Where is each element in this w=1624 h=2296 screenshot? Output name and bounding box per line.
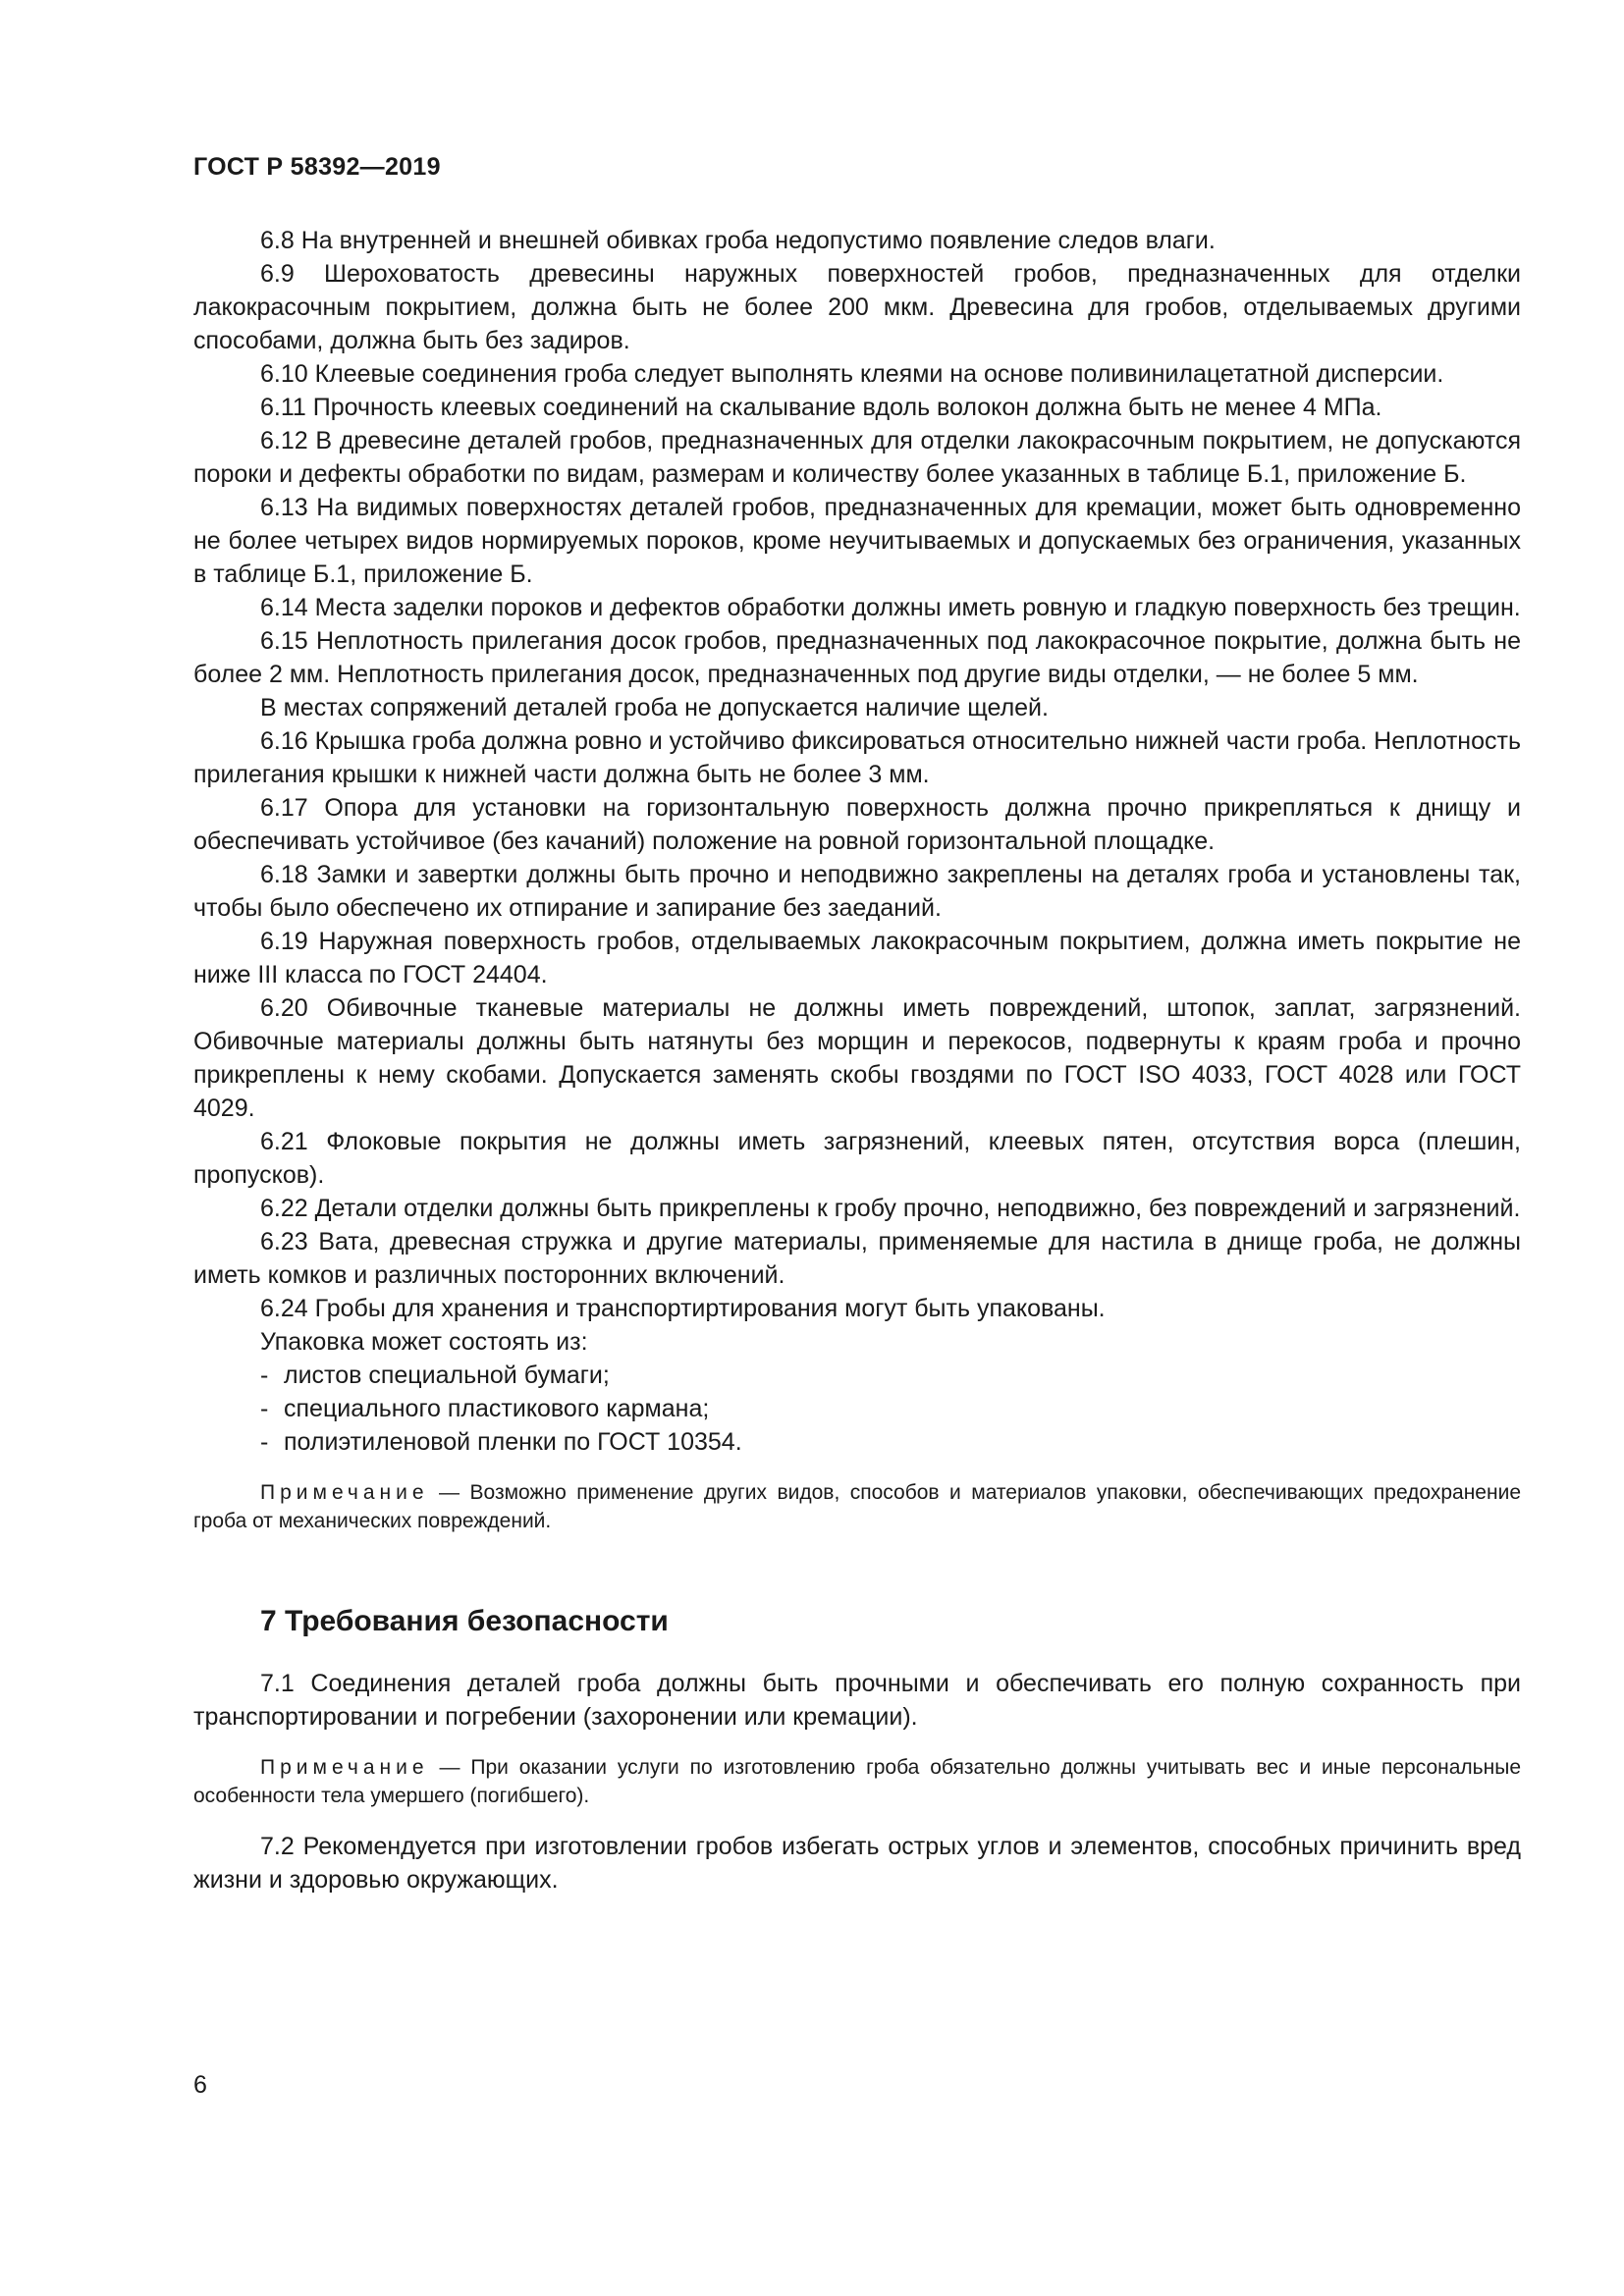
paragraph-6-17: 6.17 Опора для установки на горизонтальную поверхность должна прочно прикрепляться к днищу и обеспечивать устойчивое (без качаний) положение на ровной горизонтальной площадке. — [193, 794, 1521, 855]
paragraph-6-16: 6.16 Крышка гроба должна ровно и устойчиво фиксироваться относительно нижней части гроба. Неплотность прилегания крышки к нижней части должна быть не более 3 мм. — [193, 727, 1521, 788]
document-code-header: ГОСТ Р 58392—2019 — [193, 153, 441, 181]
paragraph-6-19: 6.19 Наружная поверхность гробов, отделываемых лакокрасочным покрытием, должна иметь покрытие не ниже III класса по ГОСТ 24404. — [193, 928, 1521, 988]
page-number: 6 — [193, 2071, 207, 2099]
note-text: — Возможно применение других видов, способов и материалов упаковки, обеспечивающих предохранение гроба от механических повреждений. — [193, 1481, 1521, 1532]
paragraph-6-18: 6.18 Замки и завертки должны быть прочно и неподвижно закреплены на деталях гроба и установлены так, чтобы было обеспечено их отпирание и запирание без заеданий. — [193, 861, 1521, 922]
paragraph-6-22: 6.22 Детали отделки должны быть прикреплены к гробу прочно, неподвижно, без повреждений и загрязнений. — [260, 1195, 1521, 1222]
paragraph-6-21: 6.21 Флоковые покрытия не должны иметь загрязнений, клеевых пятен, отсутствия ворса (плешин, пропусков). — [193, 1128, 1521, 1189]
list-item — [193, 1425, 1521, 1459]
note-label: Примечание — [260, 1756, 429, 1779]
list-item-text: полиэтиленовой пленки по ГОСТ 10354. — [284, 1428, 742, 1456]
paragraph-6-10: 6.10 Клеевые соединения гроба следует выполнять клеями на основе поливинилацетатной дисперсии. — [260, 360, 1444, 388]
paragraph-6-8: 6.8 На внутренней и внешней обивках гроба недопустимо появление следов влаги. — [260, 227, 1216, 254]
paragraph-7-2: 7.2 Рекомендуется при изготовлении гробов избегать острых углов и элементов, способных причинить вред жизни и здоровью окружающих. — [193, 1833, 1521, 1894]
paragraph-7-1: 7.1 Соединения деталей гроба должны быть прочными и обеспечивать его полную сохранность при транспортировании и погребении (захоронении или кремации). — [193, 1670, 1521, 1731]
list-item — [193, 1392, 1521, 1425]
paragraph-6-14: 6.14 Места заделки пороков и дефектов обработки должны иметь ровную и гладкую поверхность без трещин. — [260, 594, 1521, 621]
list-dash: - — [260, 1395, 269, 1422]
note-label: Примечание — [260, 1481, 429, 1504]
paragraph-6-9: 6.9 Шероховатость древесины наружных поверхностей гробов, предназначенных для отделки лакокрасочным покрытием, должна быть не более 200 мкм. Древесина для гробов, отделываемых другими способами, должна быть без задиров. — [193, 260, 1521, 354]
section-7-title: 7 Требования безопасности — [260, 1605, 669, 1637]
paragraph-6-12: 6.12 В древесине деталей гробов, предназначенных для отделки лакокрасочным покрытием, не допускаются пороки и дефекты обработки по видам, размерам и количеству более указанных в таблице Б.1, приложение Б. — [193, 427, 1521, 488]
note-text: — При оказании услуги по изготовлению гроба обязательно должны учитывать вес и иные персональные особенности тела умершего (погибшего). — [193, 1756, 1521, 1807]
paragraph-6-15-gaps: В местах сопряжений деталей гроба не допускается наличие щелей. — [260, 694, 1049, 721]
list-item-text: специального пластикового кармана; — [284, 1395, 710, 1422]
paragraph-6-13: 6.13 На видимых поверхностях деталей гробов, предназначенных для кремации, может быть одновременно не более четырех видов нормируемых пороков, кроме неучитываемых и допускаемых без ограничения, указанных в таблице Б.1, приложение Б. — [193, 494, 1521, 588]
paragraph-6-24: 6.24 Гробы для хранения и транспортиртирования могут быть упакованы. — [260, 1295, 1106, 1322]
paragraph-6-23: 6.23 Вата, древесная стружка и другие материалы, применяемые для настила в днище гроба, не должны иметь комков и различных посторонних включений. — [193, 1228, 1521, 1289]
paragraph-6-15: 6.15 Неплотность прилегания досок гробов, предназначенных под лакокрасочное покрытие, должна быть не более 2 мм. Неплотность прилегания досок, предназначенных под другие виды отделки, — не более 5 мм. — [193, 627, 1521, 688]
list-item-text: листов специальной бумаги; — [284, 1362, 610, 1389]
document-body — [193, 224, 1521, 1896]
list-dash: - — [260, 1428, 269, 1456]
note-section-7 — [193, 1753, 1521, 1810]
paragraph-6-11: 6.11 Прочность клеевых соединений на скалывание вдоль волокон должна быть не менее 4 МПа. — [260, 394, 1382, 421]
paragraph-packaging-intro: Упаковка может состоять из: — [260, 1328, 588, 1356]
note-section-6 — [193, 1478, 1521, 1535]
paragraph-6-20: 6.20 Обивочные тканевые материалы не должны иметь повреждений, штопок, заплат, загрязнений. Обивочные материалы должны быть натянуты без морщин и перекосов, подвернуты к краям гроба и прочно прикреплены к нему скобами. Допускается заменять скобы гвоздями по ГОСТ ISO 4033, ГОСТ 4028 или ГОСТ 4029. — [193, 994, 1521, 1122]
list-item — [193, 1359, 1521, 1392]
list-dash: - — [260, 1362, 269, 1389]
section-7 — [193, 1602, 1521, 1896]
